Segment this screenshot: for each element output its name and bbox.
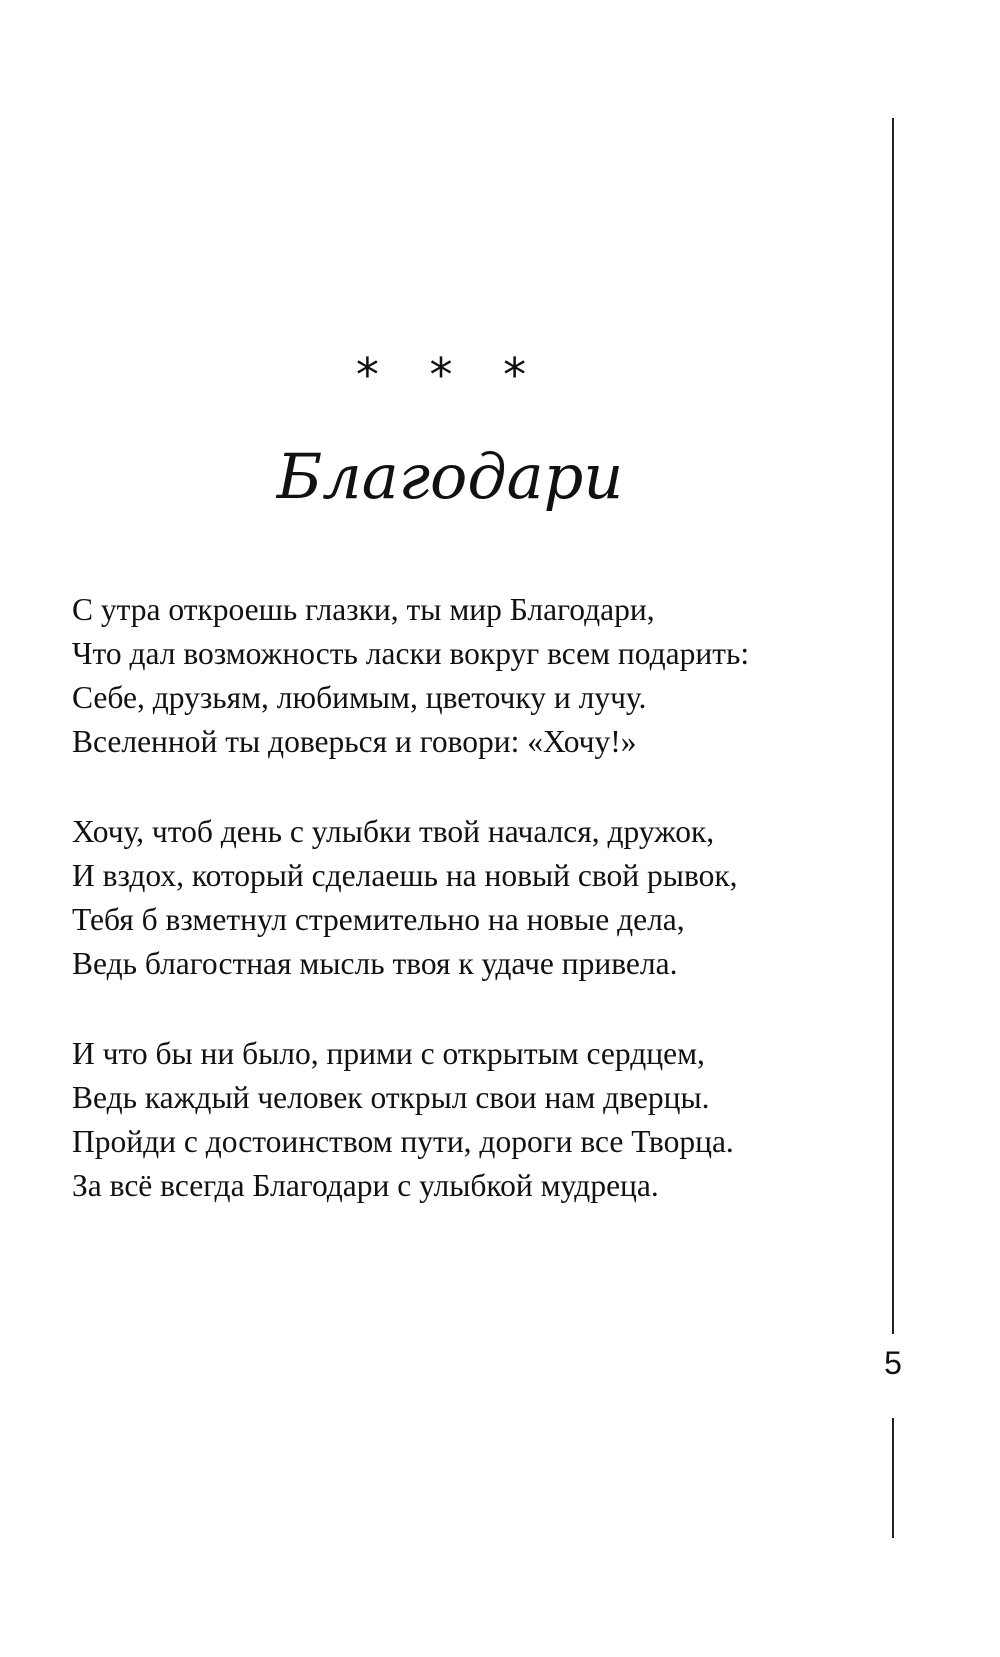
poem-line: И что бы ни было, прими с открытым сердцем, <box>72 1036 705 1071</box>
poem-line: Пройди с достоинством пути, дороги все Творца. <box>72 1124 734 1159</box>
poem-line: С утра откроешь глазки, ты мир Благодари, <box>72 592 655 627</box>
stanza-3 <box>72 1032 872 1208</box>
poem-line: Вселенной ты доверься и говори: «Хочу!» <box>72 724 637 759</box>
poem-line: Что дал возможность ласки вокруг всем подарить: <box>72 636 750 671</box>
poem-line: И вздох, который сделаешь на новый свой рывок, <box>72 858 738 893</box>
poem-body <box>72 588 872 1254</box>
poem-line: Ведь каждый человек открыл свои нам дверцы. <box>72 1080 710 1115</box>
poem-line: За всё всегда Благодари с улыбкой мудреца. <box>72 1168 659 1203</box>
stanza-2 <box>72 810 872 986</box>
poem-title: Благодари <box>276 440 624 513</box>
margin-rule-top <box>892 118 894 1334</box>
poem-line: Хочу, чтоб день с улыбки твой начался, дружок, <box>72 814 715 849</box>
page-number: 5 <box>884 1345 902 1381</box>
margin-rule-bottom <box>892 1418 894 1538</box>
poem-line: Себе, друзьям, любимым, цветочку и лучу. <box>72 680 647 715</box>
poem-line: Ведь благостная мысль твоя к удаче привела. <box>72 946 678 981</box>
poem-line: Тебя б взметнул стремительно на новые дела, <box>72 902 685 937</box>
section-ornament: * * * <box>355 348 545 402</box>
stanza-1 <box>72 588 872 764</box>
